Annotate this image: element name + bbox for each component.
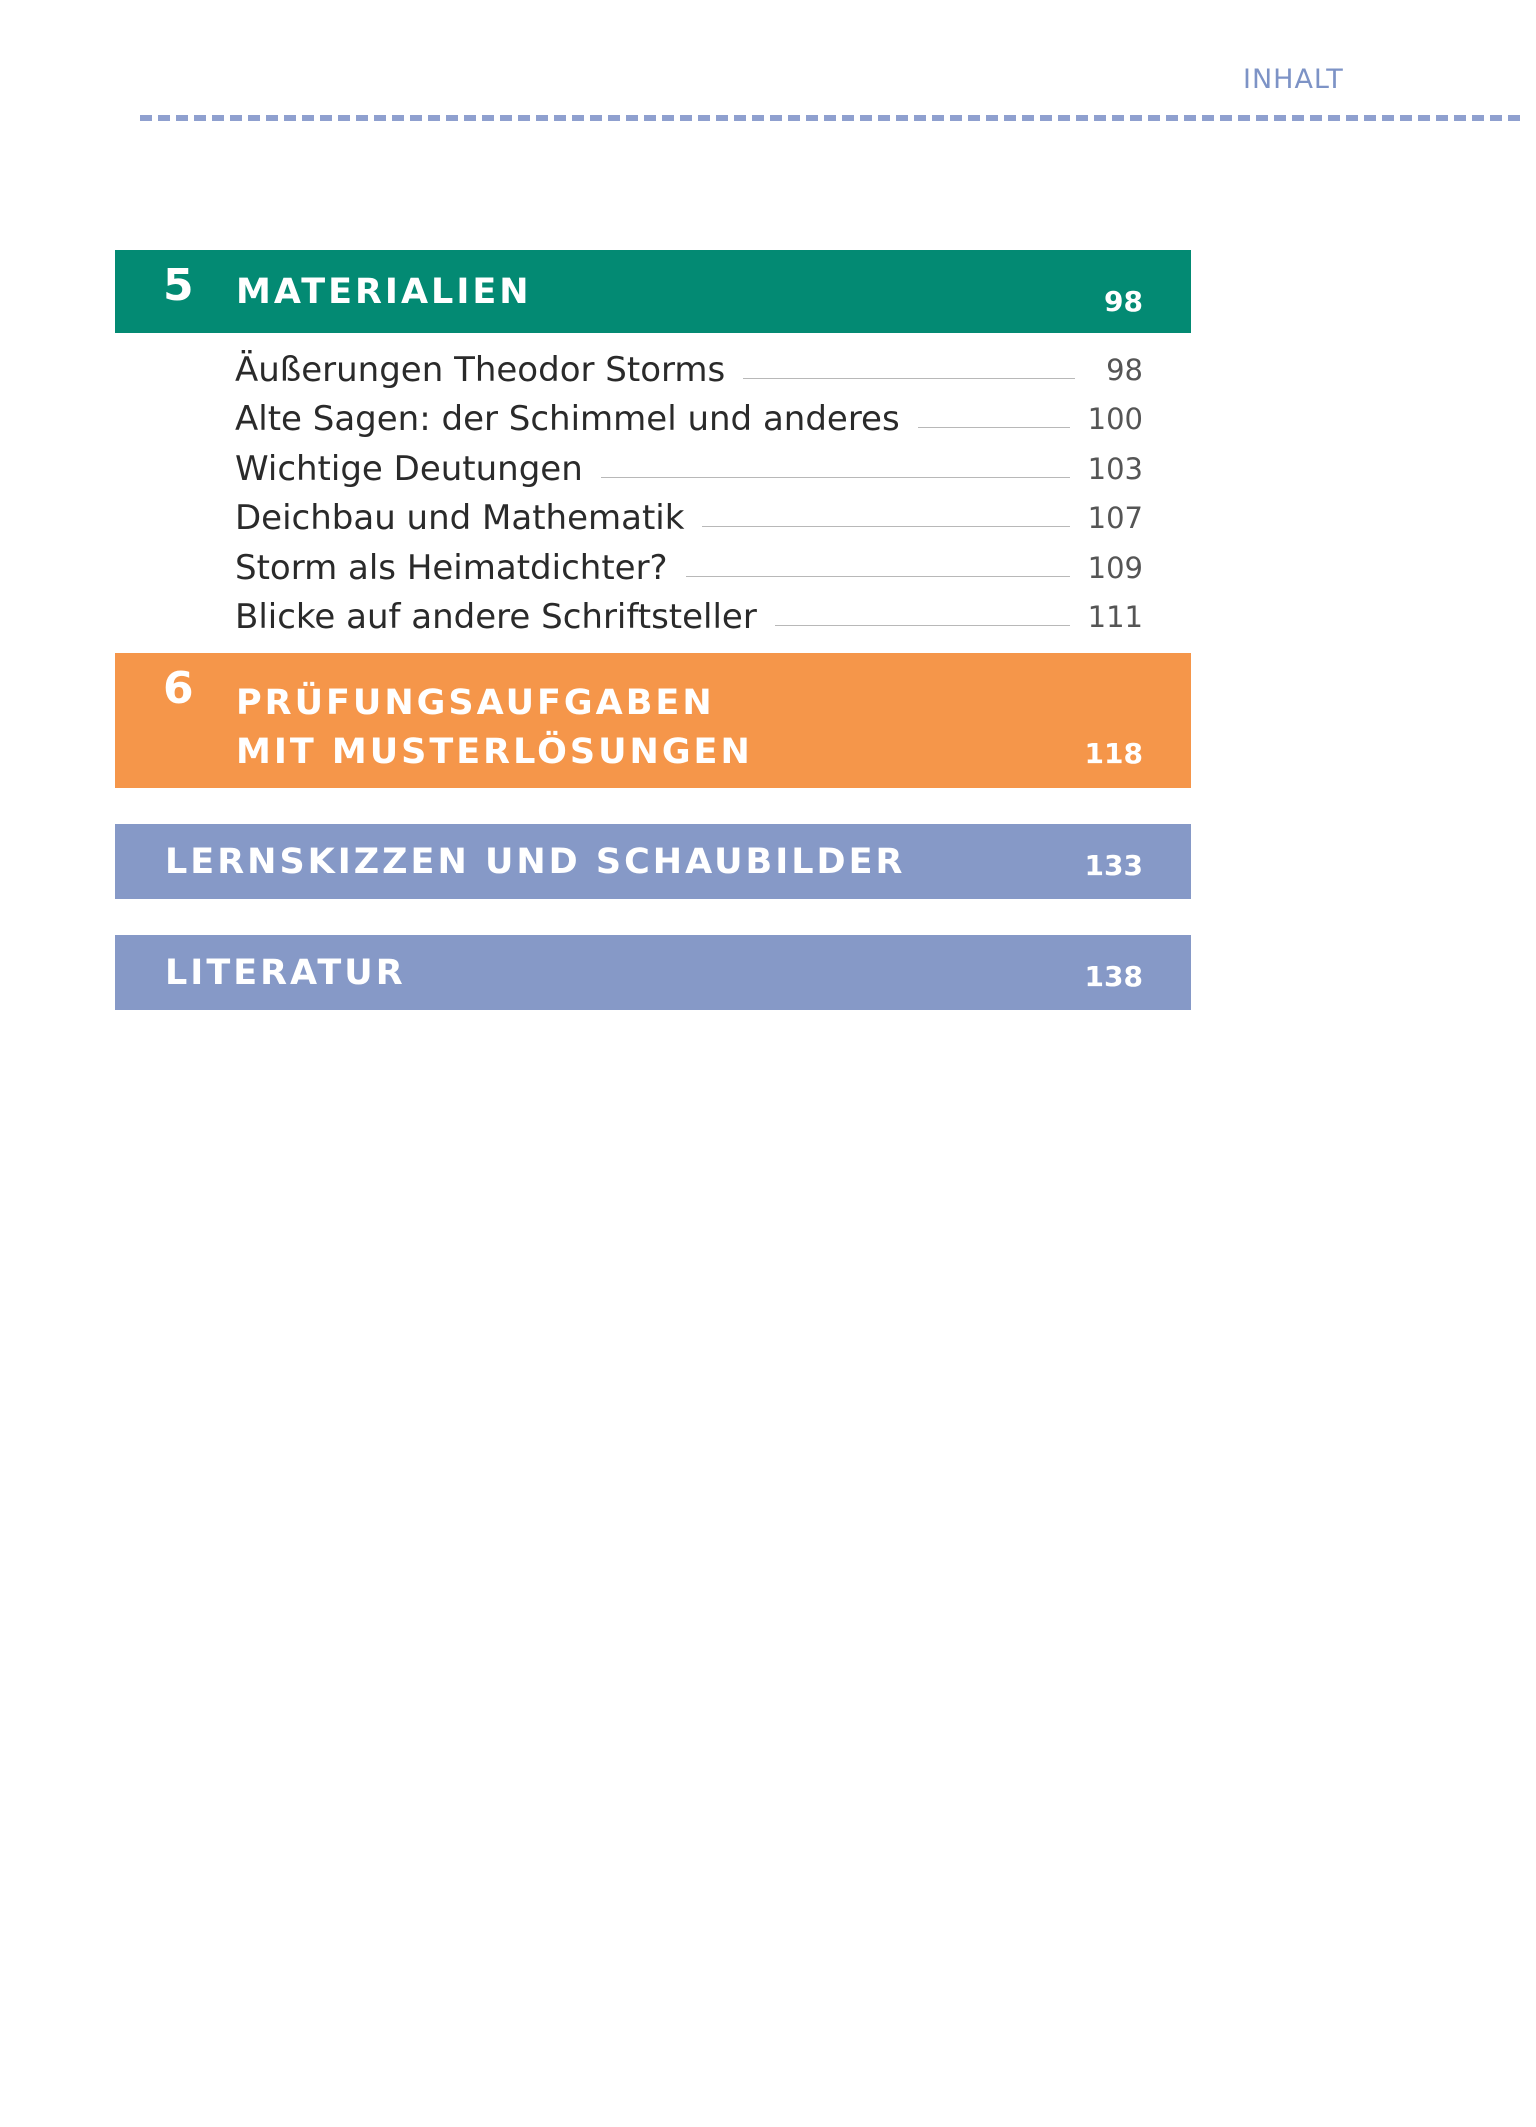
- toc-entry-label: Storm als Heimatdichter?: [235, 547, 668, 588]
- chapter-title: [236, 679, 1016, 777]
- running-head: INHALT: [1243, 64, 1344, 95]
- toc-entry[interactable]: [115, 343, 1191, 393]
- chapter-5-heading[interactable]: [115, 250, 1191, 333]
- chapter-6-heading[interactable]: [115, 653, 1191, 788]
- toc-entry-label: Alte Sagen: der Schimmel und anderes: [235, 399, 900, 439]
- chapter-page-number: 98: [1104, 285, 1143, 318]
- toc-entry-page: 109: [1087, 550, 1143, 585]
- toc-entry-label: Deichbau und Mathematik: [235, 498, 685, 538]
- header-dashed-rule: [140, 115, 1520, 121]
- toc-entry-page: 100: [1087, 402, 1143, 436]
- toc-entry[interactable]: [115, 442, 1191, 492]
- chapter-number: 6: [163, 663, 194, 714]
- toc-entry-page: 111: [1087, 600, 1143, 634]
- leader-line: [743, 378, 1075, 379]
- spacer: [115, 788, 1191, 824]
- spacer: [115, 899, 1191, 935]
- toc-entry-label: Äußerungen Theodor Storms: [235, 349, 726, 390]
- toc-entry-label: Wichtige Deutungen: [235, 448, 583, 489]
- toc-entry-page: 98: [1106, 352, 1143, 387]
- chapter-number: 5: [163, 260, 194, 311]
- toc-entry[interactable]: [115, 591, 1191, 641]
- leader-line: [918, 427, 1070, 428]
- section-page-number: 133: [1084, 849, 1143, 882]
- toc-entry-page: 103: [1087, 451, 1143, 486]
- section-title: LERNSKIZZEN UND SCHAUBILDER: [165, 842, 906, 882]
- leader-line: [702, 526, 1069, 527]
- leader-line: [775, 625, 1070, 626]
- chapter-title: MATERIALIEN: [236, 272, 532, 312]
- chapter-5-entries: [115, 333, 1191, 653]
- chapter-title-line-2: MIT MUSTERLÖSUNGEN: [236, 732, 753, 772]
- literatur-heading[interactable]: [115, 935, 1191, 1010]
- table-of-contents: [115, 250, 1191, 1010]
- toc-entry-page: 107: [1087, 501, 1143, 535]
- chapter-page-number: 118: [1084, 737, 1143, 770]
- toc-entry-label: Blicke auf andere Schriftsteller: [235, 597, 757, 637]
- toc-entry[interactable]: [115, 393, 1191, 443]
- toc-entry[interactable]: [115, 541, 1191, 591]
- toc-entry[interactable]: [115, 492, 1191, 542]
- lernskizzen-heading[interactable]: [115, 824, 1191, 899]
- chapter-title-line-1: PRÜFUNGSAUFGABEN: [236, 683, 715, 723]
- section-page-number: 138: [1084, 960, 1143, 993]
- leader-line: [686, 576, 1070, 577]
- section-title: LITERATUR: [165, 953, 406, 993]
- leader-line: [601, 477, 1070, 478]
